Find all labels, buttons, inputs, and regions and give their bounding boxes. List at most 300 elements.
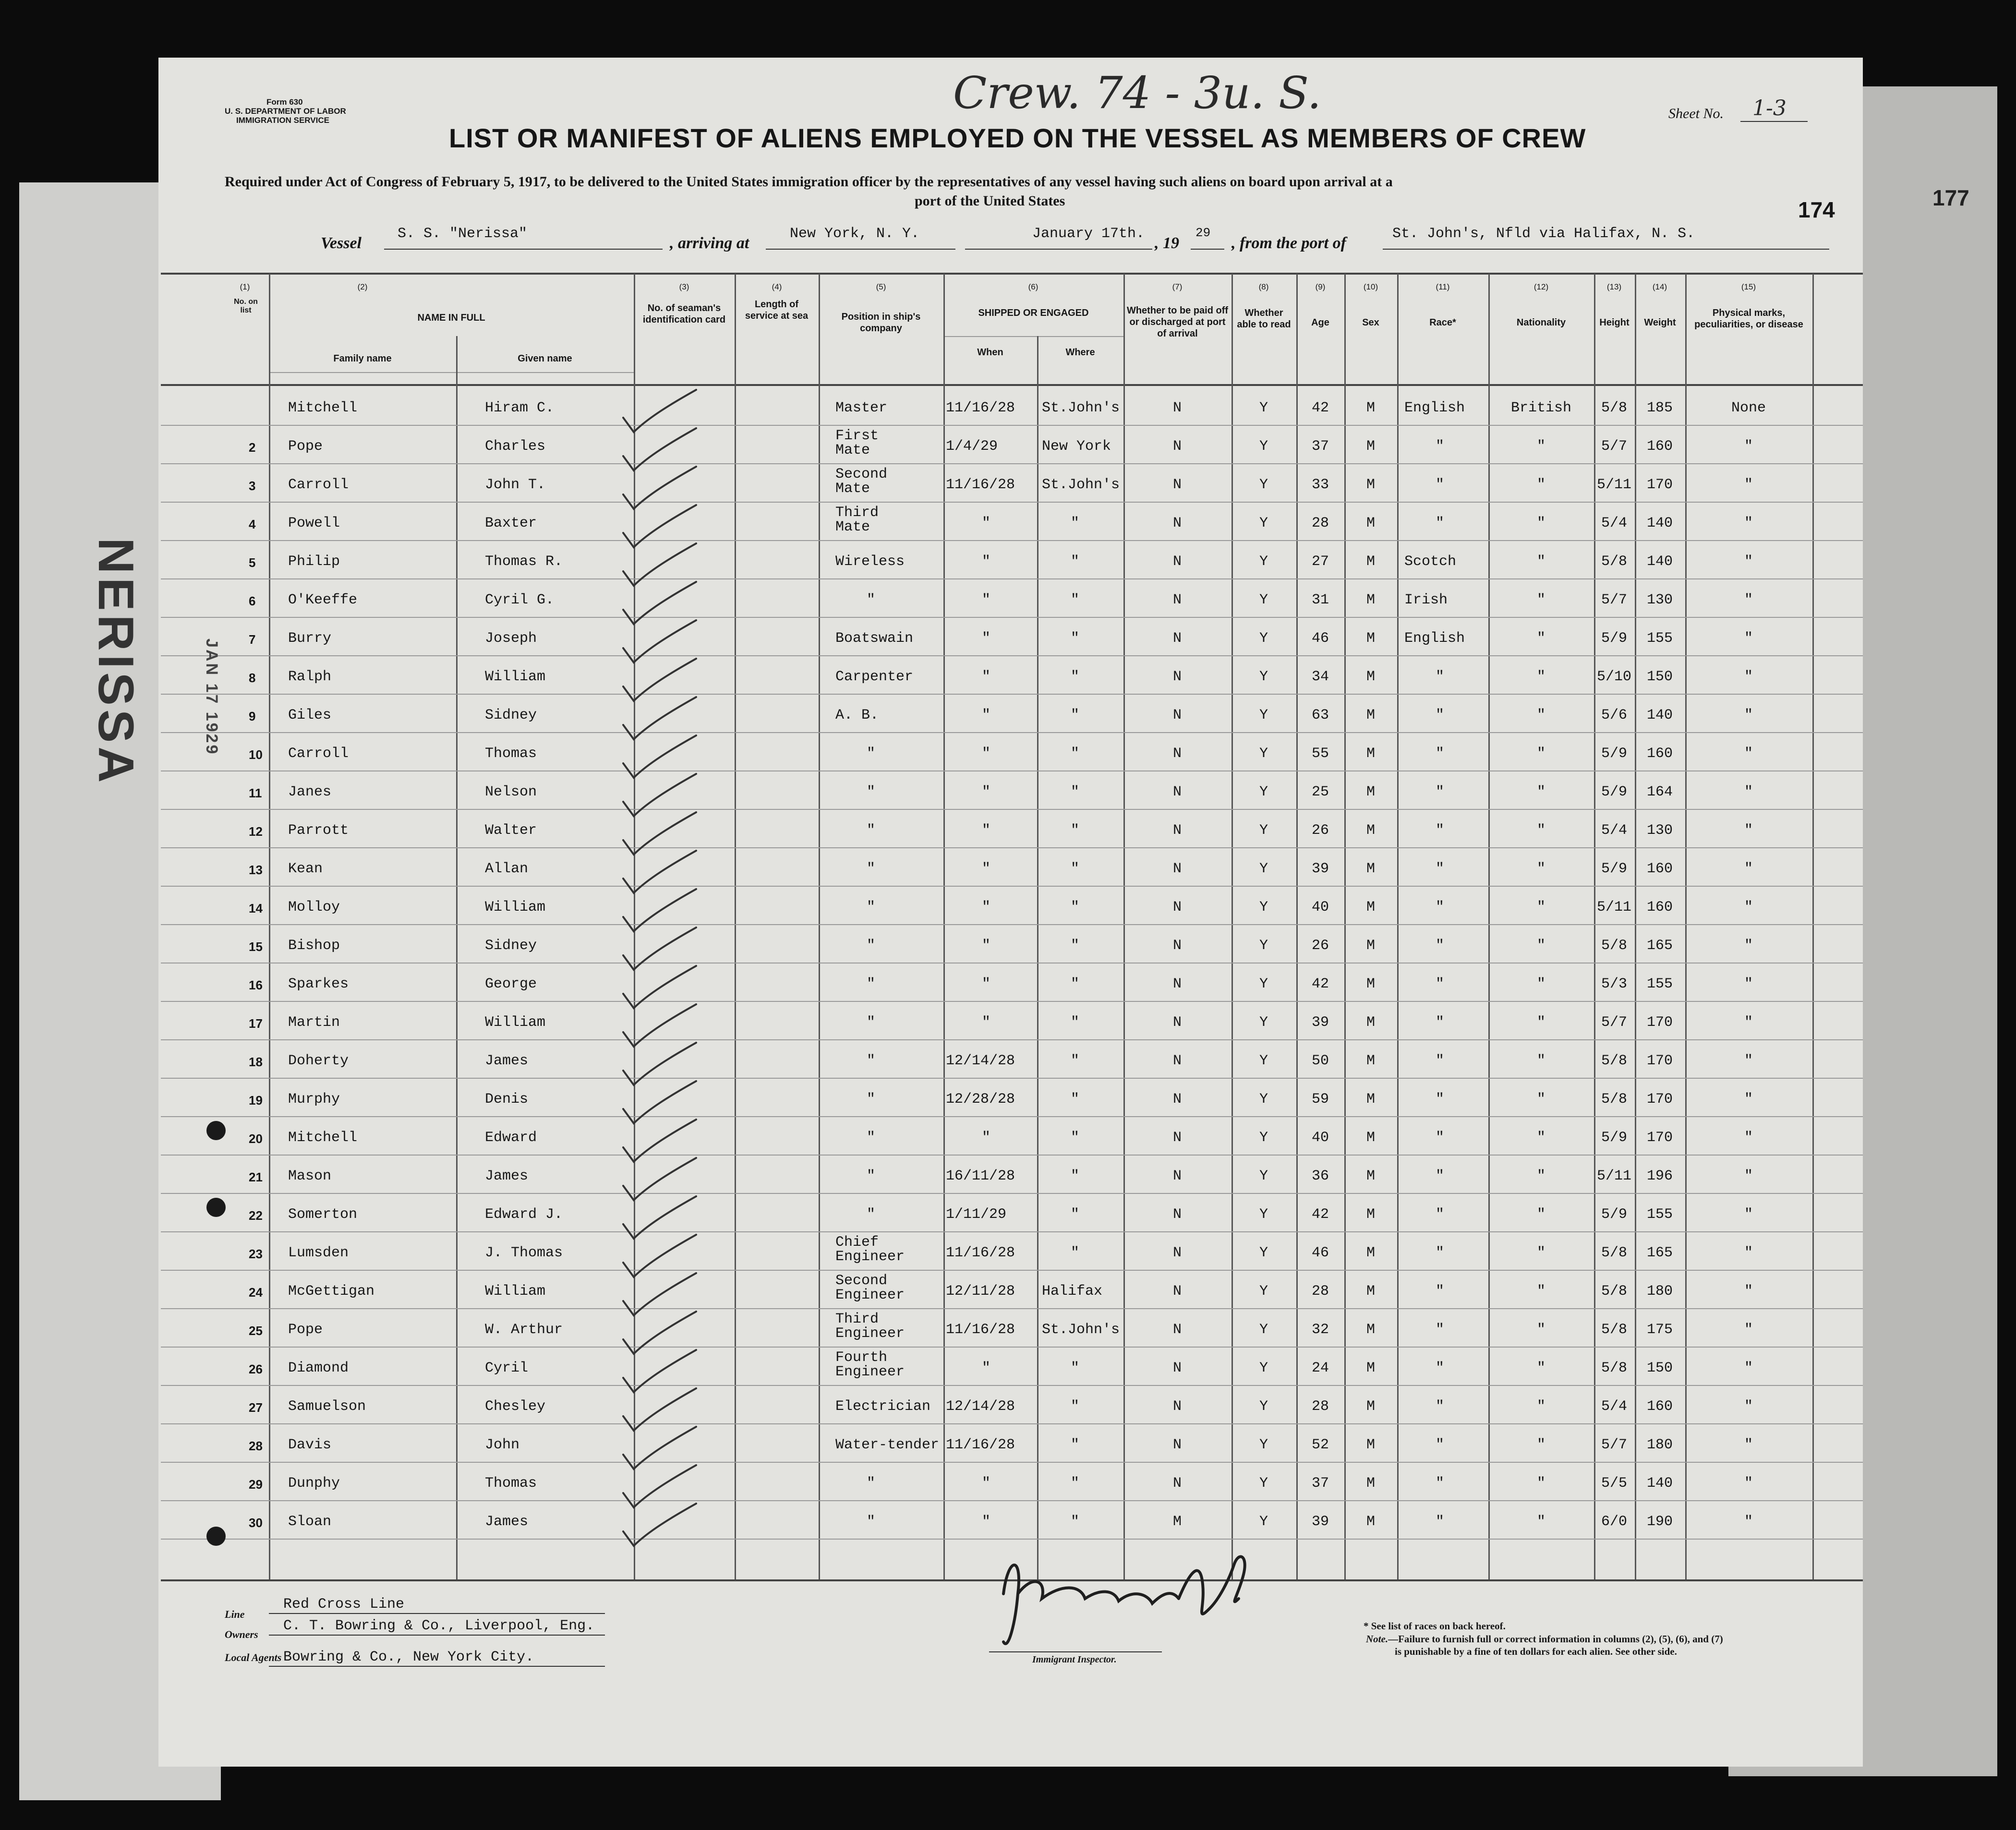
position-cell: " bbox=[867, 1053, 876, 1069]
able-to-read-cell: Y bbox=[1259, 1437, 1268, 1453]
row-number-cell: 11 bbox=[249, 786, 262, 800]
physical-marks-cell: None bbox=[1731, 400, 1766, 416]
age-cell: 26 bbox=[1311, 822, 1329, 839]
nationality-cell: " bbox=[1536, 1091, 1545, 1108]
shipped-where-cell: " bbox=[1071, 707, 1080, 723]
given-name-cell: John T. bbox=[485, 477, 546, 493]
physical-marks-cell: " bbox=[1744, 1514, 1753, 1530]
given-name-cell: James bbox=[485, 1168, 529, 1184]
able-to-read-cell: Y bbox=[1259, 630, 1268, 647]
shipped-when-cell: " bbox=[982, 1360, 991, 1376]
weight-cell: 170 bbox=[1646, 1091, 1673, 1108]
vessel-name: S. S. "Nerissa" bbox=[398, 226, 528, 242]
sex-cell: M bbox=[1366, 1053, 1375, 1069]
age-cell: 59 bbox=[1311, 1091, 1329, 1108]
family-name-cell: Giles bbox=[288, 707, 332, 723]
column-number: (9) bbox=[1315, 282, 1326, 291]
race-cell: English bbox=[1404, 630, 1465, 647]
header-seaman-id: No. of seaman's identification card bbox=[642, 303, 726, 325]
family-name-cell: Doherty bbox=[288, 1053, 349, 1069]
weight-cell: 150 bbox=[1646, 1360, 1673, 1376]
shipped-when-cell: " bbox=[982, 1130, 991, 1146]
shipped-when-cell: " bbox=[982, 746, 991, 762]
row-number-cell: 29 bbox=[249, 1477, 263, 1492]
family-name-cell: McGettigan bbox=[288, 1283, 375, 1300]
header-height: Height bbox=[1599, 317, 1630, 328]
family-name-cell: Carroll bbox=[288, 477, 349, 493]
nationality-cell: " bbox=[1536, 1398, 1545, 1415]
height-cell: 5/4 bbox=[1601, 822, 1627, 839]
header-given-name: Given name bbox=[518, 353, 572, 364]
given-name-cell: William bbox=[485, 1014, 546, 1031]
paid-off-cell: N bbox=[1172, 1360, 1182, 1376]
position-cell: " bbox=[867, 861, 876, 877]
shipped-where-cell: " bbox=[1071, 822, 1080, 839]
column-number: (14) bbox=[1652, 282, 1667, 291]
physical-marks-cell: " bbox=[1744, 1398, 1753, 1415]
position-cell: " bbox=[867, 1014, 876, 1031]
shipped-where-cell: " bbox=[1071, 976, 1080, 992]
shipped-where-cell: " bbox=[1071, 592, 1080, 608]
able-to-read-cell: Y bbox=[1259, 784, 1268, 800]
age-cell: 40 bbox=[1311, 1130, 1329, 1146]
header-weight: Weight bbox=[1644, 317, 1676, 328]
height-cell: 5/8 bbox=[1601, 554, 1627, 570]
paid-off-cell: N bbox=[1172, 899, 1182, 915]
shipped-where-cell: " bbox=[1071, 1475, 1080, 1492]
given-name-cell: John bbox=[485, 1437, 520, 1453]
physical-marks-cell: " bbox=[1744, 630, 1753, 647]
nationality-cell: " bbox=[1536, 1437, 1545, 1453]
able-to-read-cell: Y bbox=[1259, 938, 1268, 954]
height-cell: 5/11 bbox=[1596, 1168, 1631, 1184]
row-number-cell: 12 bbox=[249, 824, 263, 839]
height-cell: 5/5 bbox=[1601, 1475, 1627, 1492]
race-cell: " bbox=[1436, 1014, 1445, 1031]
shipped-when-cell: " bbox=[982, 1514, 991, 1530]
header-race: Race* bbox=[1429, 317, 1456, 328]
shipped-where-cell: St.John's bbox=[1042, 1322, 1120, 1338]
header-where: Where bbox=[1065, 347, 1095, 358]
position-cell: " bbox=[867, 784, 876, 800]
age-cell: 42 bbox=[1311, 976, 1329, 992]
age-cell: 28 bbox=[1311, 1283, 1329, 1300]
physical-marks-cell: " bbox=[1744, 1168, 1753, 1184]
arrival-date: January 17th. bbox=[1032, 226, 1145, 242]
nationality-cell: " bbox=[1536, 1283, 1545, 1300]
height-cell: 5/8 bbox=[1601, 1283, 1627, 1300]
weight-cell: 140 bbox=[1646, 515, 1673, 531]
nationality-cell: " bbox=[1536, 592, 1545, 608]
given-name-cell: Sidney bbox=[485, 707, 537, 723]
shipped-when-cell: " bbox=[982, 822, 991, 839]
nationality-cell: " bbox=[1536, 861, 1545, 877]
shipped-when-cell: 16/11/28 bbox=[946, 1168, 1015, 1184]
column-number: (13) bbox=[1606, 282, 1622, 291]
shipped-where-cell: " bbox=[1071, 899, 1080, 915]
row-number-cell: 3 bbox=[249, 479, 256, 493]
position-cell: Wireless bbox=[835, 554, 905, 570]
nationality-cell: " bbox=[1536, 1130, 1545, 1146]
nationality-cell: " bbox=[1536, 746, 1545, 762]
family-name-cell: Carroll bbox=[288, 746, 349, 762]
position-cell: Carpenter bbox=[835, 669, 914, 685]
weight-cell: 160 bbox=[1646, 861, 1673, 877]
weight-cell: 180 bbox=[1646, 1283, 1673, 1300]
race-cell: " bbox=[1436, 784, 1445, 800]
form-subtitle-line2: port of the United States bbox=[915, 193, 1065, 209]
sex-cell: M bbox=[1366, 669, 1375, 685]
column-number: (3) bbox=[679, 282, 689, 291]
form-title: LIST OR MANIFEST OF ALIENS EMPLOYED ON THE VESSEL AS MEMBERS OF CREW bbox=[449, 123, 1586, 153]
physical-marks-cell: " bbox=[1744, 1360, 1753, 1376]
paid-off-cell: N bbox=[1172, 438, 1182, 455]
able-to-read-cell: Y bbox=[1259, 707, 1268, 723]
paid-off-cell: N bbox=[1172, 1398, 1182, 1415]
sex-cell: M bbox=[1366, 438, 1375, 455]
arriving-port: New York, N. Y. bbox=[790, 226, 920, 242]
given-name-cell: Sidney bbox=[485, 938, 537, 954]
nationality-cell: " bbox=[1536, 976, 1545, 992]
line-value: Red Cross Line bbox=[283, 1596, 405, 1613]
given-name-cell: Charles bbox=[485, 438, 546, 455]
column-number: (7) bbox=[1172, 282, 1183, 291]
position-cell: Second Engineer bbox=[835, 1273, 905, 1303]
row-number-cell: 6 bbox=[249, 594, 256, 608]
able-to-read-cell: Y bbox=[1259, 861, 1268, 877]
height-cell: 5/9 bbox=[1601, 861, 1627, 877]
able-to-read-cell: Y bbox=[1259, 1398, 1268, 1415]
weight-cell: 196 bbox=[1646, 1168, 1673, 1184]
able-to-read-cell: Y bbox=[1259, 669, 1268, 685]
weight-cell: 170 bbox=[1646, 1014, 1673, 1031]
local-agents-value: Bowring & Co., New York City. bbox=[283, 1649, 534, 1665]
given-name-cell: Hiram C. bbox=[485, 400, 555, 416]
position-cell: Fourth Engineer bbox=[835, 1349, 905, 1380]
able-to-read-cell: Y bbox=[1259, 1168, 1268, 1184]
shipped-when-cell: " bbox=[982, 784, 991, 800]
height-cell: 5/9 bbox=[1601, 1130, 1627, 1146]
physical-marks-cell: " bbox=[1744, 438, 1753, 455]
family-name-cell: Mason bbox=[288, 1168, 332, 1184]
family-name-cell: Molloy bbox=[288, 899, 340, 915]
race-cell: " bbox=[1436, 1245, 1445, 1261]
race-cell: English bbox=[1404, 400, 1465, 416]
given-name-cell: William bbox=[485, 1283, 546, 1300]
race-cell: " bbox=[1436, 707, 1445, 723]
race-cell: " bbox=[1436, 976, 1445, 992]
given-name-cell: James bbox=[485, 1514, 529, 1530]
shipped-when-cell: 11/16/28 bbox=[946, 1322, 1015, 1338]
able-to-read-cell: Y bbox=[1259, 1130, 1268, 1146]
penalty-note-line2: is punishable by a fine of ten dollars for each alien. See other side. bbox=[1395, 1646, 1677, 1657]
able-to-read-cell: Y bbox=[1259, 1245, 1268, 1261]
nationality-cell: " bbox=[1536, 1514, 1545, 1530]
shipped-where-cell: " bbox=[1071, 630, 1080, 647]
sex-cell: M bbox=[1366, 861, 1375, 877]
age-cell: 37 bbox=[1311, 438, 1329, 455]
height-cell: 5/4 bbox=[1601, 515, 1627, 531]
shipped-when-cell: " bbox=[982, 515, 991, 531]
weight-cell: 160 bbox=[1646, 746, 1673, 762]
id-card-check-mark bbox=[619, 1498, 706, 1551]
paid-off-cell: N bbox=[1172, 822, 1182, 839]
department-label: U. S. DEPARTMENT OF LABOR bbox=[225, 107, 346, 116]
given-name-cell: Baxter bbox=[485, 515, 537, 531]
height-cell: 5/9 bbox=[1601, 1206, 1627, 1223]
race-cell: " bbox=[1436, 822, 1445, 839]
race-cell: " bbox=[1436, 1053, 1445, 1069]
header-family-name: Family name bbox=[333, 353, 392, 364]
age-cell: 28 bbox=[1311, 515, 1329, 531]
able-to-read-cell: Y bbox=[1259, 438, 1268, 455]
physical-marks-cell: " bbox=[1744, 1283, 1753, 1300]
sex-cell: M bbox=[1366, 1475, 1375, 1492]
nationality-cell: " bbox=[1536, 1475, 1545, 1492]
age-cell: 40 bbox=[1311, 899, 1329, 915]
shipped-when-cell: " bbox=[982, 592, 991, 608]
column-number: (2) bbox=[357, 282, 368, 291]
row-number-cell: 20 bbox=[249, 1132, 263, 1146]
family-name-cell: Kean bbox=[288, 861, 323, 877]
inspector-signature bbox=[989, 1498, 1258, 1656]
row-number-cell: 4 bbox=[249, 517, 256, 531]
sex-cell: M bbox=[1366, 1130, 1375, 1146]
nationality-cell: " bbox=[1536, 438, 1545, 455]
race-note: * See list of races on back hereof. bbox=[1364, 1620, 1506, 1632]
row-number-cell: 26 bbox=[249, 1362, 263, 1376]
physical-marks-cell: " bbox=[1744, 899, 1753, 915]
given-name-cell: Allan bbox=[485, 861, 529, 877]
position-cell: " bbox=[867, 1475, 876, 1492]
sex-cell: M bbox=[1366, 1398, 1375, 1415]
able-to-read-cell: Y bbox=[1259, 976, 1268, 992]
paid-off-cell: N bbox=[1172, 1130, 1182, 1146]
physical-marks-cell: " bbox=[1744, 822, 1753, 839]
paid-off-cell: M bbox=[1172, 1514, 1182, 1530]
given-name-cell: James bbox=[485, 1053, 529, 1069]
nationality-cell: " bbox=[1536, 1206, 1545, 1223]
able-to-read-cell: Y bbox=[1259, 1360, 1268, 1376]
given-name-cell: W. Arthur bbox=[485, 1322, 563, 1338]
race-cell: " bbox=[1436, 1322, 1445, 1338]
paid-off-cell: N bbox=[1172, 1053, 1182, 1069]
shipped-when-cell: " bbox=[982, 938, 991, 954]
position-cell: " bbox=[867, 1091, 876, 1108]
age-cell: 37 bbox=[1311, 1475, 1329, 1492]
given-name-cell: William bbox=[485, 899, 546, 915]
race-cell: " bbox=[1436, 1091, 1445, 1108]
paid-off-cell: N bbox=[1172, 1014, 1182, 1031]
immigrant-inspector-label: Immigrant Inspector. bbox=[1032, 1654, 1117, 1665]
weight-cell: 190 bbox=[1646, 1514, 1673, 1530]
age-cell: 32 bbox=[1311, 1322, 1329, 1338]
able-to-read-cell: Y bbox=[1259, 899, 1268, 915]
physical-marks-cell: " bbox=[1744, 592, 1753, 608]
able-to-read-cell: Y bbox=[1259, 554, 1268, 570]
weight-cell: 180 bbox=[1646, 1437, 1673, 1453]
nationality-cell: " bbox=[1536, 630, 1545, 647]
column-number: (11) bbox=[1436, 282, 1450, 291]
row-number-cell: 8 bbox=[249, 671, 256, 685]
age-cell: 55 bbox=[1311, 746, 1329, 762]
sex-cell: M bbox=[1366, 1245, 1375, 1261]
height-cell: 5/7 bbox=[1601, 592, 1627, 608]
sex-cell: M bbox=[1366, 1091, 1375, 1108]
position-cell: " bbox=[867, 938, 876, 954]
nationality-cell: " bbox=[1536, 1053, 1545, 1069]
sex-cell: M bbox=[1366, 515, 1375, 531]
able-to-read-cell: Y bbox=[1259, 746, 1268, 762]
owners-label: Owners bbox=[225, 1628, 258, 1640]
shipped-when-cell: " bbox=[982, 630, 991, 647]
height-cell: 5/4 bbox=[1601, 1398, 1627, 1415]
shipped-where-cell: " bbox=[1071, 1437, 1080, 1453]
row-number-cell: 5 bbox=[249, 555, 256, 570]
header-length-of-service: Length of service at sea bbox=[745, 299, 809, 321]
shipped-when-cell: 12/14/28 bbox=[946, 1053, 1015, 1069]
position-cell: Second Mate bbox=[835, 466, 888, 497]
sex-cell: M bbox=[1366, 1322, 1375, 1338]
able-to-read-cell: Y bbox=[1259, 1091, 1268, 1108]
shipped-when-cell: 11/16/28 bbox=[946, 1437, 1015, 1453]
row-number-cell: 27 bbox=[249, 1400, 263, 1415]
height-cell: 5/8 bbox=[1601, 1360, 1627, 1376]
nationality-cell: " bbox=[1536, 1360, 1545, 1376]
form-number: Form 630 bbox=[266, 97, 303, 107]
paid-off-cell: N bbox=[1172, 669, 1182, 685]
paid-off-cell: N bbox=[1172, 400, 1182, 416]
physical-marks-cell: " bbox=[1744, 1014, 1753, 1031]
row-number-cell: 23 bbox=[249, 1247, 263, 1261]
given-name-cell: J. Thomas bbox=[485, 1245, 563, 1261]
owners-value: C. T. Bowring & Co., Liverpool, Eng. bbox=[283, 1618, 595, 1634]
vessel-label: Vessel bbox=[321, 234, 362, 252]
sex-cell: M bbox=[1366, 899, 1375, 915]
age-cell: 46 bbox=[1311, 1245, 1329, 1261]
departure-port: St. John's, Nfld via Halifax, N. S. bbox=[1392, 226, 1695, 242]
column-number: (6) bbox=[1028, 282, 1038, 291]
physical-marks-cell: " bbox=[1744, 746, 1753, 762]
nationality-cell: " bbox=[1536, 669, 1545, 685]
shipped-where-cell: " bbox=[1071, 1091, 1080, 1108]
vessel-stamp: NERISSA bbox=[88, 538, 144, 787]
height-cell: 5/11 bbox=[1596, 477, 1631, 493]
header-name-in-full: NAME IN FULL bbox=[417, 313, 485, 323]
shipped-when-cell: 11/16/28 bbox=[946, 1245, 1015, 1261]
race-cell: " bbox=[1436, 1398, 1445, 1415]
sex-cell: M bbox=[1366, 630, 1375, 647]
paid-off-cell: N bbox=[1172, 1283, 1182, 1300]
weight-cell: 170 bbox=[1646, 1130, 1673, 1146]
sex-cell: M bbox=[1366, 1283, 1375, 1300]
shipped-when-cell: 11/16/28 bbox=[946, 477, 1015, 493]
age-cell: 50 bbox=[1311, 1053, 1329, 1069]
family-name-cell: Sloan bbox=[288, 1514, 332, 1530]
physical-marks-cell: " bbox=[1744, 1245, 1753, 1261]
year-prefix: , 19 bbox=[1155, 234, 1179, 252]
family-name-cell: Samuelson bbox=[288, 1398, 366, 1415]
paid-off-cell: N bbox=[1172, 784, 1182, 800]
header-no-on-list: No. on list bbox=[234, 298, 258, 314]
sex-cell: M bbox=[1366, 1014, 1375, 1031]
shipped-where-cell: " bbox=[1071, 938, 1080, 954]
shipped-when-cell: 1/11/29 bbox=[946, 1206, 1007, 1223]
family-name-cell: Mitchell bbox=[288, 400, 358, 416]
race-cell: " bbox=[1436, 1206, 1445, 1223]
race-cell: " bbox=[1436, 746, 1445, 762]
race-cell: Scotch bbox=[1404, 554, 1457, 570]
given-name-cell: Cyril G. bbox=[485, 592, 555, 608]
height-cell: 5/7 bbox=[1601, 1014, 1627, 1031]
column-number: (5) bbox=[876, 282, 886, 291]
header-able-to-read: Whether able to read bbox=[1237, 308, 1291, 330]
shipped-where-cell: " bbox=[1071, 746, 1080, 762]
nationality-cell: " bbox=[1536, 1014, 1545, 1031]
family-name-cell: Ralph bbox=[288, 669, 332, 685]
given-name-cell: Edward bbox=[485, 1130, 537, 1146]
height-cell: 5/6 bbox=[1601, 707, 1627, 723]
given-name-cell: Chesley bbox=[485, 1398, 546, 1415]
age-cell: 46 bbox=[1311, 630, 1329, 647]
header-age: Age bbox=[1311, 317, 1329, 328]
nationality-cell: " bbox=[1536, 707, 1545, 723]
race-cell: " bbox=[1436, 1130, 1445, 1146]
family-name-cell: Murphy bbox=[288, 1091, 340, 1108]
sex-cell: M bbox=[1366, 1168, 1375, 1184]
shipped-where-cell: Halifax bbox=[1042, 1283, 1103, 1300]
shipped-where-cell: " bbox=[1071, 784, 1080, 800]
age-cell: 42 bbox=[1311, 1206, 1329, 1223]
weight-cell: 155 bbox=[1646, 976, 1673, 992]
able-to-read-cell: Y bbox=[1259, 1475, 1268, 1492]
height-cell: 5/8 bbox=[1601, 1322, 1627, 1338]
position-cell: Chief Engineer bbox=[835, 1234, 905, 1265]
race-cell: " bbox=[1436, 899, 1445, 915]
physical-marks-cell: " bbox=[1744, 1053, 1753, 1069]
able-to-read-cell: Y bbox=[1259, 592, 1268, 608]
position-cell: Third Engineer bbox=[835, 1311, 905, 1342]
family-name-cell: Burry bbox=[288, 630, 332, 647]
paid-off-cell: N bbox=[1172, 746, 1182, 762]
race-cell: " bbox=[1436, 861, 1445, 877]
row-number-cell: 30 bbox=[249, 1516, 263, 1530]
age-cell: 28 bbox=[1311, 1398, 1329, 1415]
sex-cell: M bbox=[1366, 400, 1375, 416]
weight-cell: 150 bbox=[1646, 669, 1673, 685]
physical-marks-cell: " bbox=[1744, 784, 1753, 800]
sex-cell: M bbox=[1366, 784, 1375, 800]
nationality-cell: " bbox=[1536, 1168, 1545, 1184]
race-cell: " bbox=[1436, 669, 1445, 685]
column-number: (8) bbox=[1258, 282, 1269, 291]
row-number-cell: 15 bbox=[249, 939, 263, 954]
able-to-read-cell: Y bbox=[1259, 1053, 1268, 1069]
position-cell: Water-tender bbox=[835, 1437, 940, 1453]
nationality-cell: " bbox=[1536, 477, 1545, 493]
row-number-cell: 24 bbox=[249, 1285, 263, 1300]
shipped-where-cell: " bbox=[1071, 861, 1080, 877]
weight-cell: 155 bbox=[1646, 630, 1673, 647]
position-cell: " bbox=[867, 746, 876, 762]
weight-cell: 175 bbox=[1646, 1322, 1673, 1338]
age-cell: 31 bbox=[1311, 592, 1329, 608]
family-name-cell: Parrott bbox=[288, 822, 349, 839]
paid-off-cell: N bbox=[1172, 1475, 1182, 1492]
height-cell: 5/9 bbox=[1601, 746, 1627, 762]
race-cell: " bbox=[1436, 1514, 1445, 1530]
shipped-when-cell: " bbox=[982, 976, 991, 992]
